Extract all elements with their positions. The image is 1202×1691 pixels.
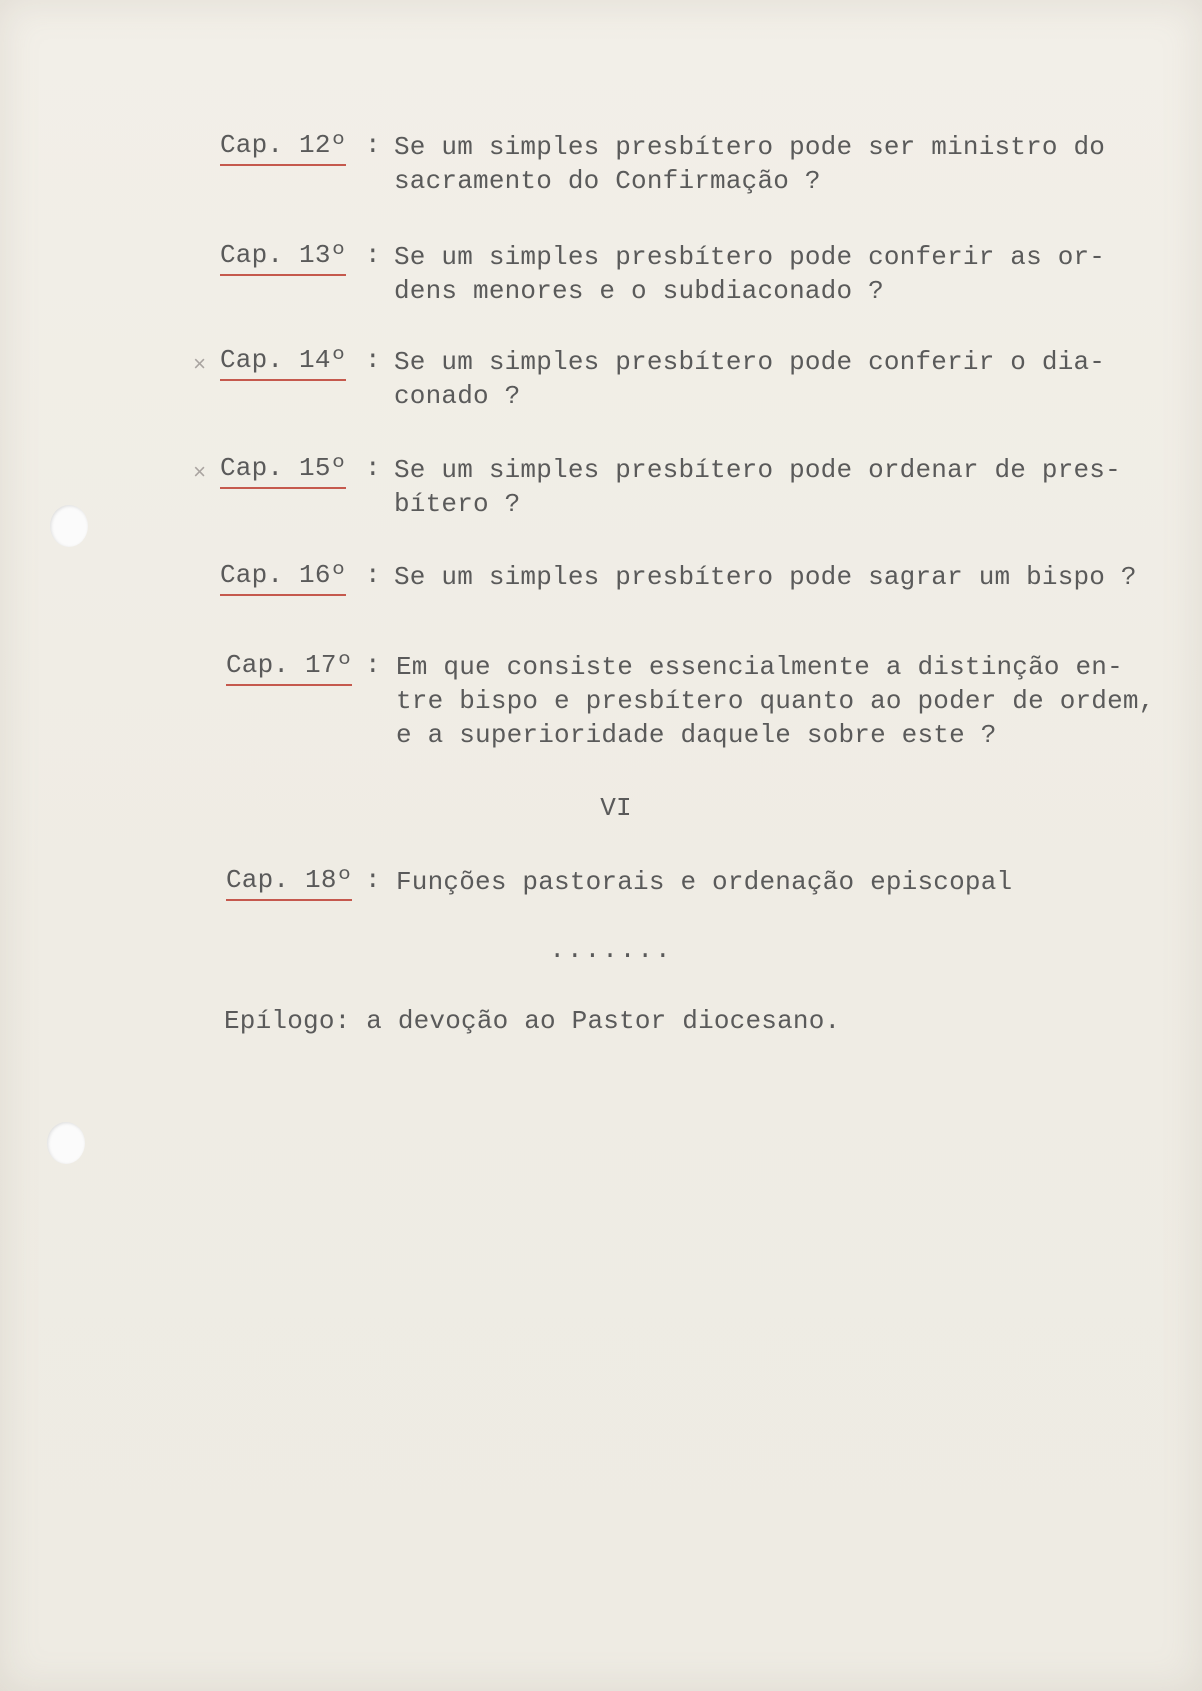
question-line: Funções pastorais e ordenação episcopal bbox=[396, 867, 1013, 897]
question-line: Se um simples presbítero pode sagrar um bispo ? bbox=[394, 562, 1137, 592]
chapter-label: Cap. 14º bbox=[220, 345, 346, 375]
separator: : bbox=[365, 865, 381, 895]
chapter-question bbox=[394, 240, 1154, 308]
question-line: Em que consiste essencialmente a distinção en- bbox=[396, 652, 1123, 682]
epilogue-line: Epílogo: a devoção ao Pastor diocesano. bbox=[224, 1006, 841, 1036]
chapter-label: Cap. 16º bbox=[220, 560, 346, 590]
separator: : bbox=[365, 560, 381, 590]
question-line: Se um simples presbítero pode ser ministro do bbox=[394, 132, 1106, 162]
chapter-label: Cap. 15º bbox=[220, 453, 346, 483]
question-line: sacramento do Confirmação ? bbox=[394, 166, 821, 196]
question-line: tre bispo e presbítero quanto ao poder de ordem, bbox=[396, 686, 1155, 716]
question-line: Se um simples presbítero pode conferir as or- bbox=[394, 242, 1106, 272]
separator: : bbox=[365, 453, 381, 483]
chapter-question bbox=[394, 560, 1154, 594]
separator: : bbox=[365, 345, 381, 375]
punch-hole-top bbox=[50, 505, 88, 547]
question-line: e a superioridade daquele sobre este ? bbox=[396, 720, 997, 750]
chapter-label: Cap. 13º bbox=[220, 240, 346, 270]
chapter-label: Cap. 17º bbox=[226, 650, 352, 680]
section-heading: VI bbox=[600, 793, 632, 823]
punch-hole-bottom bbox=[47, 1122, 85, 1164]
question-line: dens menores e o subdiaconado ? bbox=[394, 276, 884, 306]
chapter-label: Cap. 18º bbox=[226, 865, 352, 895]
separator: : bbox=[365, 130, 381, 160]
chapter-question bbox=[394, 130, 1154, 198]
question-line: bítero ? bbox=[394, 489, 521, 519]
chapter-question bbox=[396, 865, 1156, 899]
chapter-question bbox=[394, 453, 1154, 521]
chapter-question bbox=[396, 650, 1156, 752]
dot-separator: ....... bbox=[549, 935, 673, 965]
chapter-label: Cap. 12º bbox=[220, 130, 346, 160]
pencil-x-mark: × bbox=[193, 461, 207, 486]
question-line: conado ? bbox=[394, 381, 521, 411]
pencil-x-mark: × bbox=[193, 353, 207, 378]
question-line: Se um simples presbítero pode conferir o dia- bbox=[394, 347, 1106, 377]
question-line: Se um simples presbítero pode ordenar de pres- bbox=[394, 455, 1121, 485]
separator: : bbox=[365, 650, 381, 680]
chapter-question bbox=[394, 345, 1154, 413]
separator: : bbox=[365, 240, 381, 270]
